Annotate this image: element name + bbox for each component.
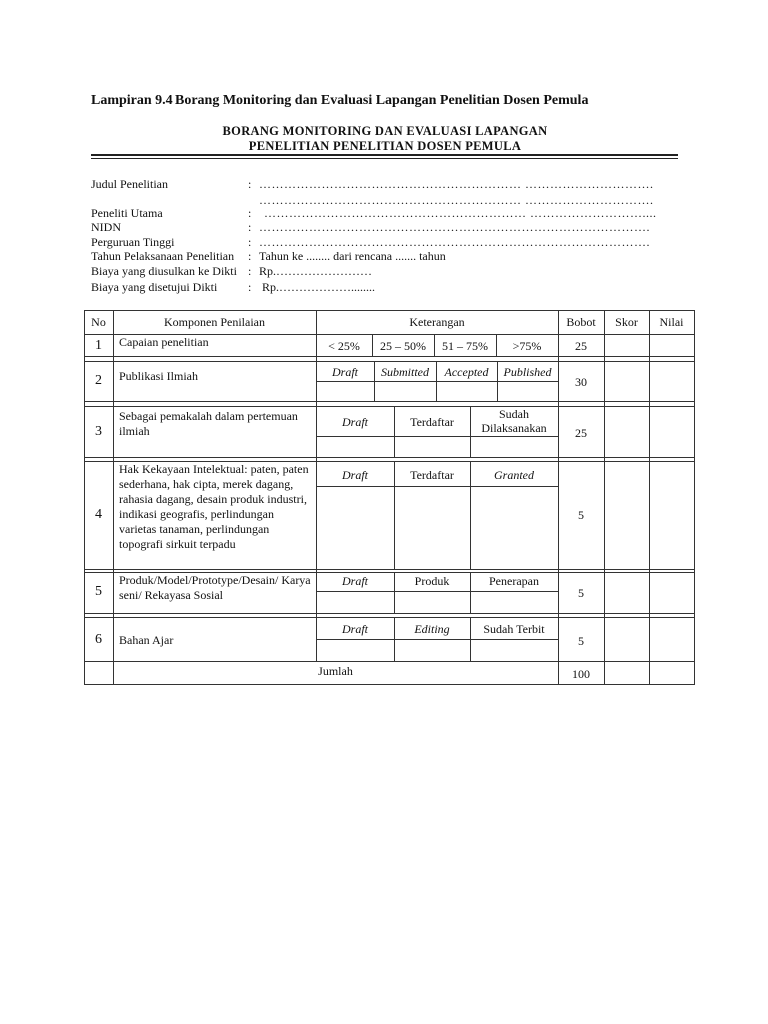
row2-no: 2	[95, 373, 102, 388]
judul-colon: :	[248, 177, 252, 191]
row5-bobot: 5	[578, 586, 584, 600]
total-label: Jumlah	[318, 664, 353, 678]
row5-option-divider	[317, 591, 558, 592]
row1-option-2[interactable]: 25 – 50%	[380, 339, 426, 353]
appendix-title: Borang Monitoring dan Evaluasi Lapangan Penelitian Dosen Pemula	[175, 93, 589, 108]
row2-option-1[interactable]: Draft	[331, 365, 358, 379]
tahun-colon: :	[248, 249, 252, 263]
nidn-label: NIDN	[91, 220, 121, 234]
row3-komponen: Sebagai pemakalah dalam pertemuan ilmiah	[119, 409, 298, 438]
biaya-setuju-value[interactable]: Rp.………………........	[262, 280, 376, 294]
row2-bobot: 30	[575, 375, 587, 389]
row3-option-2[interactable]: Terdaftar	[410, 415, 454, 429]
row2-komponen: Publikasi Ilmiah	[119, 369, 198, 383]
peneliti-value[interactable]: ……………………………………………………… ………………………....	[264, 206, 657, 220]
table-border-left	[84, 310, 85, 685]
row5-option-3[interactable]: Penerapan	[489, 574, 539, 588]
row1-option-4[interactable]: >75%	[512, 339, 542, 353]
row2-option-3[interactable]: Accepted	[444, 365, 489, 379]
header-nilai: Nilai	[659, 315, 684, 329]
form-title-line2: PENELITIAN PENELITIAN DOSEN PEMULA	[248, 139, 522, 153]
judul-value-line2[interactable]: ……………………………………………………… ………………………….	[259, 193, 654, 207]
row4-bobot: 5	[578, 508, 584, 522]
pt-label: Perguruan Tinggi	[91, 235, 175, 249]
nidn-colon: :	[248, 220, 252, 234]
row5-option-1[interactable]: Draft	[341, 574, 368, 588]
row6-option-2[interactable]: Editing	[414, 622, 450, 636]
header-skor: Skor	[615, 315, 638, 329]
row4-option-3[interactable]: Granted	[494, 468, 534, 482]
total-bobot: 100	[572, 667, 590, 681]
row2-option-2[interactable]: Submitted	[381, 365, 429, 379]
row6-bobot: 5	[578, 634, 584, 648]
row5-option-2[interactable]: Produk	[414, 574, 450, 588]
nidn-value[interactable]: ………………………………………………………………………………….	[259, 220, 650, 234]
form-title-line1: BORANG MONITORING DAN EVALUASI LAPANGAN	[222, 124, 548, 138]
page-heading	[91, 93, 588, 109]
tahun-label: Tahun Pelaksanaan Penelitian	[91, 249, 235, 263]
row3-option-divider	[317, 436, 558, 437]
row1-komponen: Capaian penelitian	[119, 335, 209, 349]
col-no-divider	[113, 310, 114, 685]
row4-no: 4	[95, 507, 102, 522]
row3-no: 3	[95, 424, 102, 439]
biaya-usul-label: Biaya yang diusulkan ke Dikti	[91, 264, 237, 278]
tahun-value[interactable]: Tahun ke ........ dari rencana ....... tahun	[259, 249, 446, 263]
row4-option-divider	[317, 486, 558, 487]
row4-option-2[interactable]: Terdaftar	[410, 468, 454, 482]
row3-opt-divider-1	[394, 406, 395, 457]
row1-no: 1	[95, 338, 102, 353]
pt-colon: :	[248, 235, 252, 249]
row3-bobot: 25	[575, 426, 587, 440]
row1-option-1[interactable]: < 25%	[328, 339, 360, 353]
header-no: No	[91, 315, 106, 329]
peneliti-label: Peneliti Utama	[91, 206, 163, 220]
row4-option-1[interactable]: Draft	[341, 468, 368, 482]
row1-bobot: 25	[575, 339, 587, 353]
row4-komponen: Hak Kekayaan Intelektual: paten, paten sederhana, hak cipta, merek dagang, rahasia dagang, desain produk industri, indikasi geografis, perlindungan varietas tanaman, perlindungan topografi sirkuit terpadu	[119, 462, 309, 551]
row1-option-3[interactable]: 51 – 75%	[442, 339, 488, 353]
col-skor-divider	[649, 310, 650, 685]
biaya-setuju-colon: :	[248, 280, 252, 294]
row6-option-divider	[317, 639, 558, 640]
row6-komponen: Bahan Ajar	[119, 633, 174, 647]
row6-no: 6	[95, 632, 102, 647]
col-komponen-divider	[316, 310, 317, 662]
row2-option-4[interactable]: Published	[503, 365, 552, 379]
peneliti-colon: :	[248, 206, 252, 220]
biaya-setuju-label: Biaya yang disetujui Dikti	[91, 280, 218, 294]
biaya-usul-value[interactable]: Rp.……………………	[259, 264, 373, 278]
col-keterangan-divider	[558, 310, 559, 685]
pt-value[interactable]: ………………………………………………………………………………….	[259, 235, 650, 249]
title-rule-thin	[91, 158, 678, 159]
table-border-right	[694, 310, 695, 685]
row3-option-1[interactable]: Draft	[341, 415, 368, 429]
header-komponen: Komponen Penilaian	[164, 315, 265, 329]
row3-option-3[interactable]: Sudah Dilaksanakan	[481, 407, 547, 435]
row2-option-divider	[317, 381, 558, 382]
header-bobot: Bobot	[566, 315, 596, 329]
row6-option-1[interactable]: Draft	[341, 622, 368, 636]
appendix-number: Lampiran 9.4	[91, 93, 173, 108]
header-keterangan: Keterangan	[409, 315, 465, 329]
row5-komponen: Produk/Model/Prototype/Desain/ Karya seni/ Rekayasa Sosial	[119, 573, 311, 602]
judul-label: Judul Penelitian	[91, 177, 168, 191]
col-bobot-divider	[604, 310, 605, 685]
title-rule-thick	[91, 154, 678, 156]
judul-value-line1[interactable]: ……………………………………………………… ………………………….	[259, 177, 654, 191]
biaya-usul-colon: :	[248, 264, 252, 278]
row6-option-3[interactable]: Sudah Terbit	[483, 622, 545, 636]
row5-no: 5	[95, 584, 102, 599]
